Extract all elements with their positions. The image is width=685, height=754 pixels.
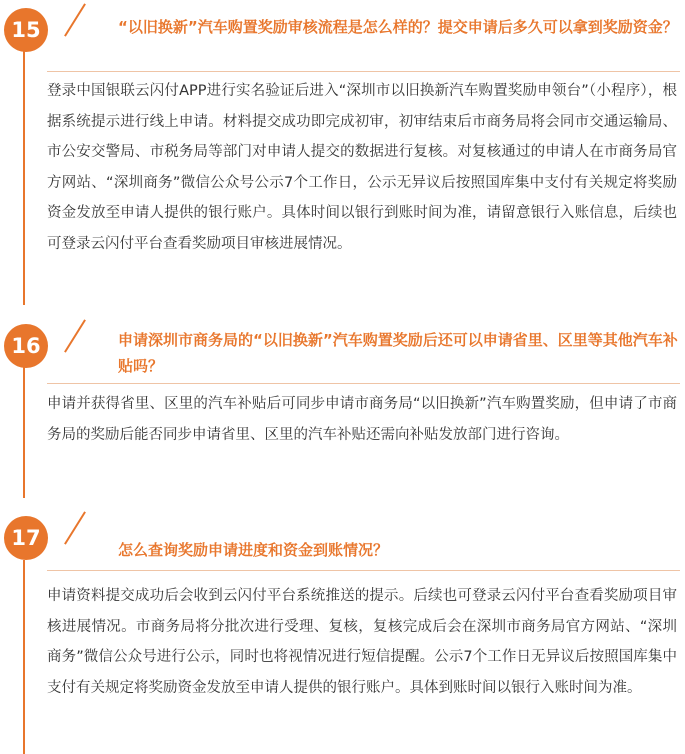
- slash-decoration-icon: [64, 3, 86, 36]
- left-accent-bar: [23, 560, 25, 754]
- question-underline: [47, 570, 680, 571]
- faq-item-15: [0, 0, 685, 305]
- slash-decoration-icon: [64, 511, 86, 544]
- answer-text: 申请并获得省里、区里的汽车补贴后可同步申请市商务局“以旧换新”汽车购置奖励，但申请了市商务局的奖励后能否同步申请省里、区里的汽车补贴还需向补贴发放部门进行咨询。: [47, 396, 677, 443]
- question-title: 怎么查询奖励申请进度和资金到账情况？: [118, 541, 389, 559]
- left-accent-bar: [23, 50, 25, 305]
- answer-text: 申请资料提交成功后会收到云闪付平台系统推送的提示。后续也可登录云闪付平台查看奖励项目审核进展情况。市商务局将分批次进行受理、复核，复核完成后会在深圳市商务局官方网站、“深圳商务”微信公众号进行公示，同时也将视情况进行短信提醒。公示7个工作日无异议后按照国库集中支付有关规定将奖励资金发放至申请人提供的银行账户。具体到账时间以银行入账时间为准。: [47, 588, 677, 696]
- question-number-badge: 17: [4, 516, 48, 560]
- faq-item-16: [0, 318, 685, 498]
- question-number-badge: 15: [4, 8, 48, 52]
- question-underline: [47, 383, 680, 384]
- question-number-badge: 16: [4, 324, 48, 368]
- question-underline: [47, 71, 680, 72]
- question-title: “以旧换新”汽车购置奖励审核流程是怎么样的？提交申请后多久可以拿到奖励资金？: [118, 18, 678, 36]
- left-accent-bar: [23, 366, 25, 498]
- faq-item-17: [0, 512, 685, 754]
- answer-text: 登录中国银联云闪付APP进行实名验证后进入“深圳市以旧换新汽车购置奖励申领台”（小程序），根据系统提示进行线上申请。材料提交成功即完成初审，初审结束后市商务局将会同市交通运输局、市公安交警局、市税务局等部门对申请人提交的数据进行复核。对复核通过的申请人在市商务局官方网站、“深圳商务”微信公众号公示7个工作日，公示无异议后按照国库集中支付有关规定将奖励资金发放至申请人提供的银行账户。具体时间以银行到账时间为准，请留意银行入账信息，后续也可登录云闪付平台查看奖励项目审核进展情况。: [47, 83, 677, 252]
- question-title: 申请深圳市商务局的“以旧换新”汽车购置奖励后还可以申请省里、区里等其他汽车补贴吗？: [118, 331, 678, 375]
- slash-decoration-icon: [64, 319, 86, 352]
